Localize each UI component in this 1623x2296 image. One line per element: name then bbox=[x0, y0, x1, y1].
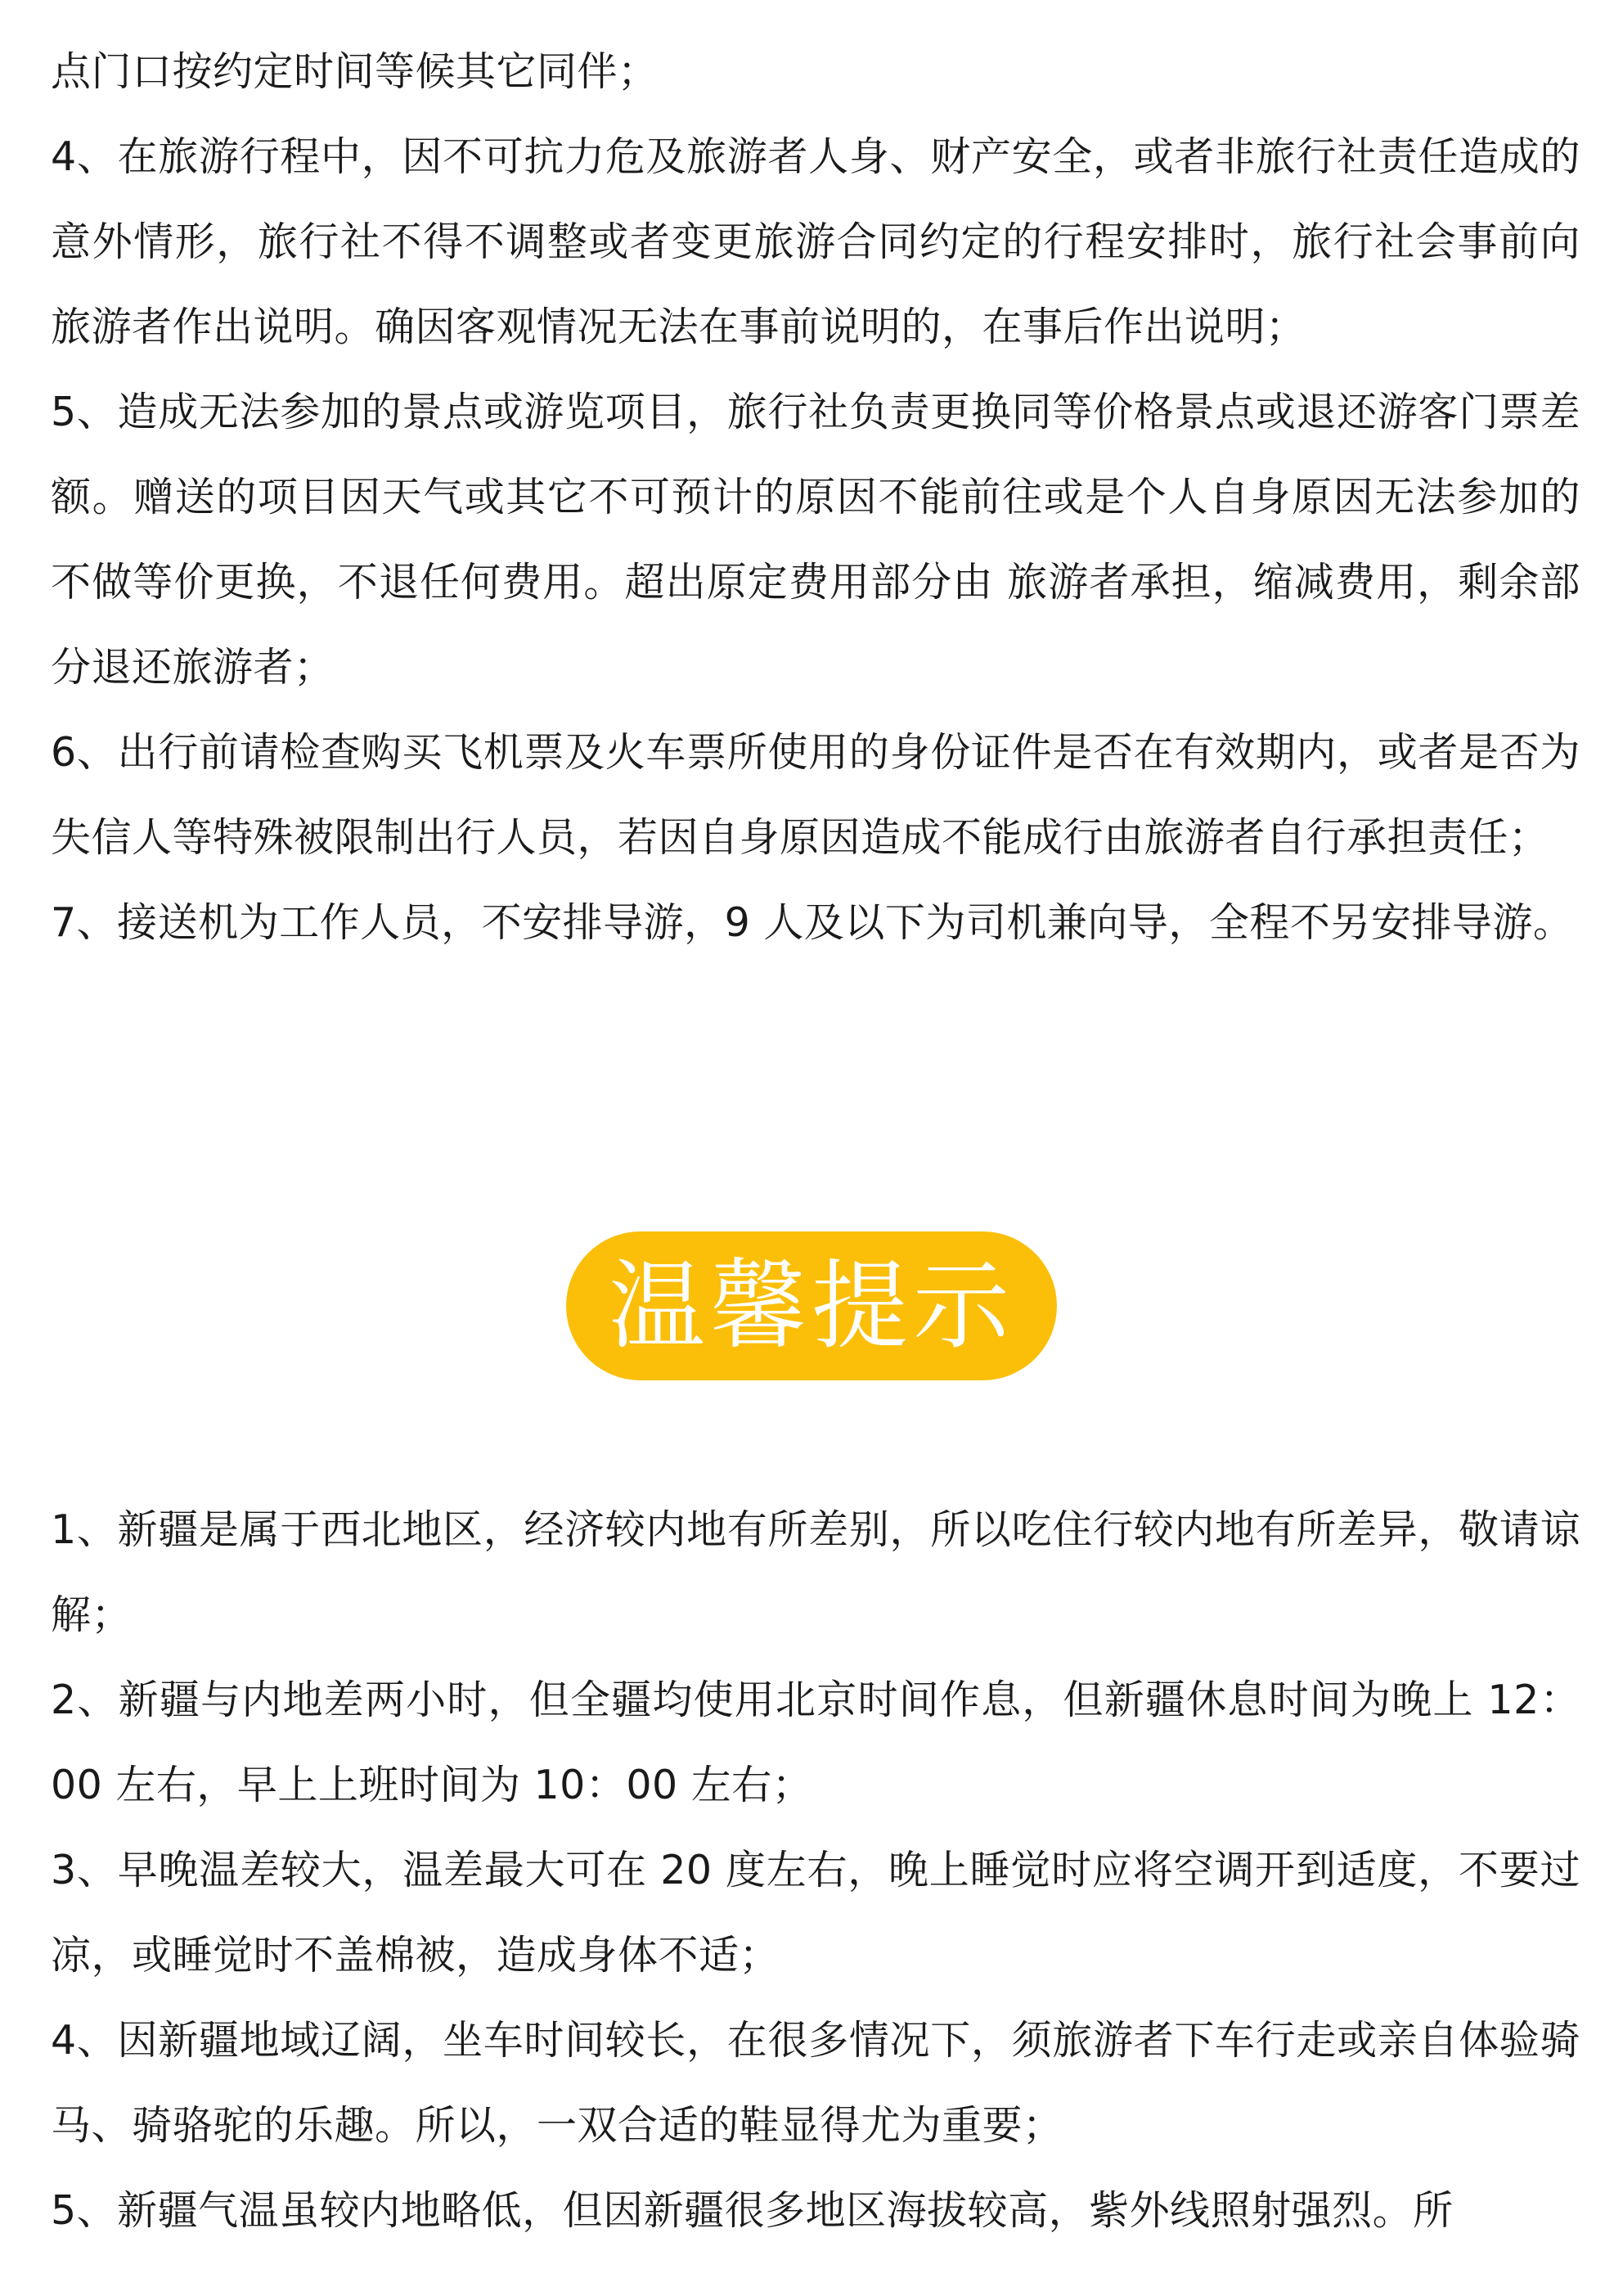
tips-paragraph-4: 4、因新疆地域辽阔，坐车时间较长，在很多情况下，须旅游者下车行走或亲自体验骑马、骑骆驼的乐趣。所以，一双合适的鞋显得尤为重要； bbox=[51, 2017, 1580, 2149]
tips-paragraph-5: 5、新疆气温虽较内地略低，但因新疆很多地区海拔较高，紫外线照射强烈。所 bbox=[51, 2187, 1454, 2234]
tips-paragraph-3: 3、早晚温差较大，温差最大可在 20 度左右，晚上睡觉时应将空调开到适度，不要过凉，或睡觉时不盖棉被，造成身体不适； bbox=[51, 1847, 1580, 1979]
notes-paragraph-6: 6、出行前请检查购买飞机票及火车票所使用的身份证件是否在有效期内，或者是否为失信人等特殊被限制出行人员，若因自身原因造成不能成行由旅游者自行承担责任； bbox=[51, 729, 1580, 861]
tips-section bbox=[51, 1488, 1580, 2253]
tips-paragraph-1: 1、新疆是属于西北地区，经济较内地有所差别，所以吃住行较内地有所差异，敬请谅解； bbox=[51, 1506, 1580, 1638]
section-banner-container bbox=[0, 1231, 1623, 1380]
section-banner-title: 温馨提示 bbox=[608, 1249, 1014, 1362]
section-banner bbox=[566, 1231, 1057, 1380]
notes-paragraph-5: 5、造成无法参加的景点或游览项目，旅行社负责更换同等价格景点或退还游客门票差额。赠送的项目因天气或其它不可预计的原因不能前往或是个人自身原因无法参加的不做等价更换，不退任何费用。超出原定费用部分由 旅游者承担，缩减费用，剩余部分退还旅游者； bbox=[51, 389, 1580, 691]
notes-paragraph-7: 7、接送机为工作人员，不安排导游，9 人及以下为司机兼向导，全程不另安排导游。 bbox=[51, 899, 1574, 946]
notes-section bbox=[51, 0, 1580, 966]
notes-paragraph-continuation: 点门口按约定时间等候其它同伴； bbox=[51, 48, 659, 95]
tips-paragraph-2: 2、新疆与内地差两小时，但全疆均使用北京时间作息，但新疆休息时间为晚上 12：00 左右，早上上班时间为 10：00 左右； bbox=[51, 1677, 1580, 1808]
notes-paragraph-4: 4、在旅游行程中，因不可抗力危及旅游者人身、财产安全，或者非旅行社责任造成的意外情形，旅行社不得不调整或者变更旅游合同约定的行程安排时，旅行社会事前向旅游者作出说明。确因客观情况无法在事前说明的，在事后作出说明； bbox=[51, 133, 1580, 350]
